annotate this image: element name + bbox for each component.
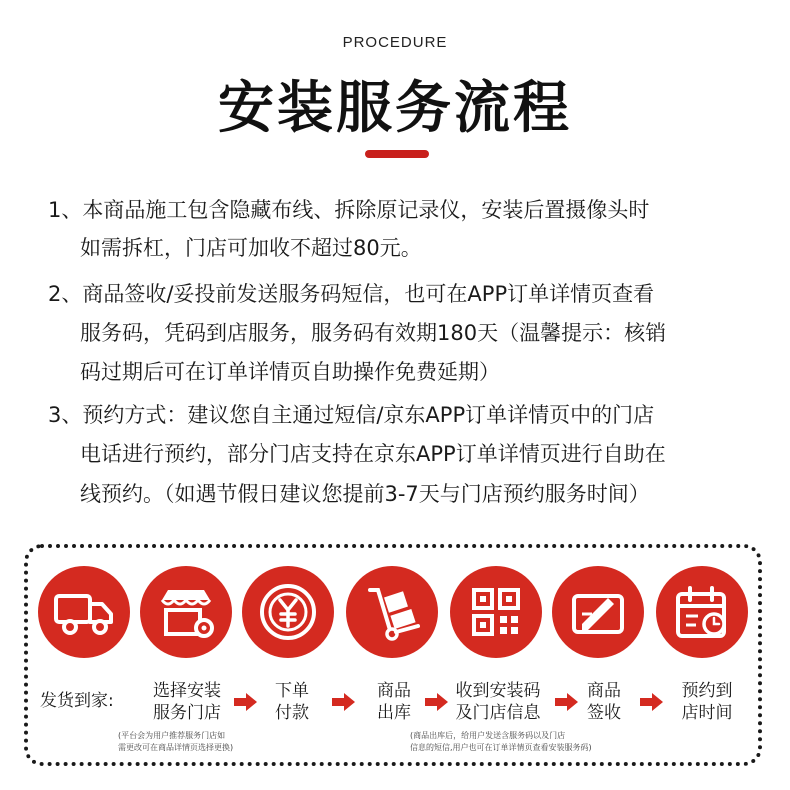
flow-start-label: 发货到家:	[40, 691, 114, 711]
sign-pen-icon	[552, 566, 644, 658]
flow-step-text: 商品	[587, 681, 621, 701]
step-circle-appointment	[656, 566, 748, 658]
flow-step-order-pay	[262, 680, 322, 724]
note-2-line-3: 码过期后可在订单详情页自助操作免费延期）	[80, 360, 500, 384]
truck-icon	[38, 566, 130, 658]
step-circle-receive	[552, 566, 644, 658]
calendar-icon	[656, 566, 748, 658]
note-1-line-1: 1、本商品施工包含隐藏布线、拆除原记录仪，安装后置摄像头时	[48, 198, 650, 222]
footnote-line: 信息的短信,用户也可在订单详情页查看安装服务码)	[410, 743, 592, 752]
footnote-line: 需更改可在商品详情页选择更换)	[118, 743, 234, 752]
flow-step-text: 收到安装码	[455, 681, 541, 701]
flow-step-text: 及门店信息	[455, 703, 541, 723]
footnote-service-code	[410, 730, 592, 754]
flow-step-appointment	[670, 680, 744, 724]
flow-step-text: 商品	[377, 681, 411, 701]
step-circle-warehouse	[346, 566, 438, 658]
flow-arrow-icon	[232, 693, 258, 711]
flow-arrow-icon	[330, 693, 356, 711]
note-2-line-1: 2、商品签收/妥投前发送服务码短信，也可在APP订单详情页查看	[48, 282, 655, 306]
flow-step-receive-code	[446, 680, 550, 724]
note-3-line-1: 3、预约方式：建议您自主通过短信/京东APP订单详情页中的门店	[48, 403, 655, 427]
section-eyebrow: PROCEDURE	[342, 34, 448, 51]
flow-arrow-icon	[423, 693, 449, 711]
note-1-line-2: 如需拆杠，门店可加收不超过80元。	[80, 236, 422, 260]
footnote-line: (平台会为用户推荐服务门店如	[118, 731, 226, 740]
qr-code-icon	[450, 566, 542, 658]
footnote-store-selection	[118, 730, 233, 754]
note-2-line-2: 服务码，凭码到店服务，服务码有效期180天（温馨提示：核销	[80, 321, 667, 345]
flow-step-text: 付款	[275, 703, 309, 723]
flow-step-text: 店时间	[681, 703, 733, 723]
flow-step-sign	[574, 680, 634, 724]
step-circle-store	[140, 566, 232, 658]
store-icon	[140, 566, 232, 658]
flow-step-text: 预约到	[681, 681, 733, 701]
flow-step-text: 出库	[377, 703, 411, 723]
flow-step-text: 下单	[275, 681, 309, 701]
flow-arrow-icon	[638, 693, 664, 711]
flow-step-text: 服务门店	[153, 703, 221, 723]
flow-arrow-icon	[553, 693, 579, 711]
page-title: 安装服务流程	[218, 76, 572, 141]
note-3-line-3: 线预约。（如遇节假日建议您提前3-7天与门店预约服务时间）	[80, 482, 650, 506]
flow-step-text: 签收	[587, 703, 621, 723]
note-3-line-2: 电话进行预约，部分门店支持在京东APP订单详情页进行自助在	[80, 442, 666, 466]
step-circle-pay	[242, 566, 334, 658]
step-circle-code	[450, 566, 542, 658]
hand-truck-icon	[346, 566, 438, 658]
yuan-coin-icon	[242, 566, 334, 658]
step-circle-ship	[38, 566, 130, 658]
flow-step-dispatch	[364, 680, 424, 724]
flow-step-select-store	[144, 680, 230, 724]
flow-step-text: 选择安装	[153, 681, 221, 701]
footnote-line: (商品出库后，给用户发送含服务码以及门店	[410, 731, 566, 740]
